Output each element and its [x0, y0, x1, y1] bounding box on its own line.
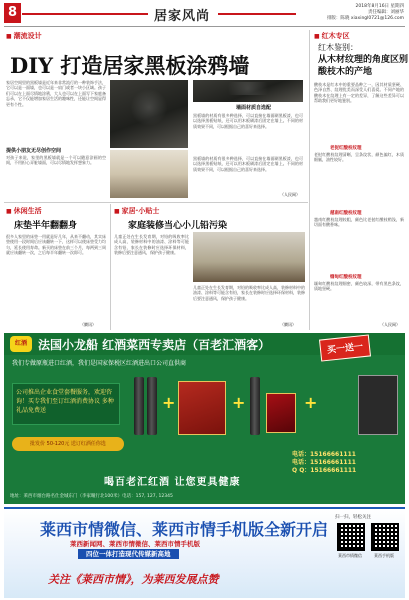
- section-label-trend: ■ 潮流设计: [6, 31, 42, 41]
- qr-code-1[interactable]: [337, 523, 365, 551]
- wine-glass: [266, 393, 296, 433]
- caption-material: 墙面材质自选配: [236, 105, 272, 111]
- header-divider: [4, 26, 405, 27]
- ad-cta: 批发价 50-120元 送订红酒任你选: [12, 437, 124, 451]
- article-body-hongmu: 酸枝木是红木中的重要品种之一，因其材质坚硬、色泽自然、纹理优美而深受人们喜爱。不同产地的酸枝木在纹理上有一定的差异，了解这些差异可以帮助我们更好地鉴别。: [314, 82, 404, 104]
- banner-tagline: 四位一体打造现代传媒新高地: [78, 549, 179, 559]
- blackboard-photo-2: [110, 150, 188, 198]
- bottom-banner: [4, 507, 405, 598]
- article-body-material: 黑板墙的材质有很多种选择，可以直接在墙面刷黑板漆，也可以选择黑板贴纸，还可以用木板刷漆后固定在墙上。不同的材质效果不同，可以根据自己的喜好来选择。: [193, 113, 303, 129]
- banner-scan-label: 扫一扫，轻松关注: [335, 515, 371, 520]
- ad-phone-numbers: 电话：15166661111 电话：15166661111 Q Q：15166661111: [292, 451, 357, 474]
- ad-address: 地址：莱西市烟台路名仕金城东门（李家疃行北100米）电话：157, 127, 12345: [10, 494, 173, 499]
- plus-icon: +: [304, 393, 318, 412]
- plus-icon: +: [162, 393, 176, 412]
- ad-subtitle: 我们专做原瓶进口红酒，我们是国家保税区红酒进出口公司直供商: [12, 360, 187, 367]
- wine-advertisement: [4, 333, 405, 504]
- banner-title: 莱西市情微信、莱西市情手机版全新开启: [40, 520, 329, 539]
- ad-brand-badge: 红酒: [10, 336, 32, 352]
- qr-caption-2: 莱西手机版: [374, 553, 394, 558]
- gift-box: [178, 381, 226, 435]
- credit-lead: （腾讯）: [280, 322, 296, 327]
- section-label-hongmu: ■ 红木专区: [314, 31, 350, 41]
- header-rule-right: [218, 13, 296, 15]
- column-divider-2: [110, 204, 111, 330]
- banner-footer: 关注《莱西市情》，为莱西发展点赞: [48, 573, 219, 586]
- header-rule-left: [22, 13, 148, 15]
- article-body-lead: 儿童正处在生长发育期，对铅的吸收率比成人高，装修材料中的油漆、涂料等可能含有铅，家长在装修时应选择环保材料，装修后要注意通风，保护孩子健康。: [114, 234, 189, 256]
- blackboard-photo-3: [193, 80, 303, 102]
- article-body-blackboard: 家居空间里的黑板墙是近年来非常流行的一种装饰手法，它可以是一面墙，也可以是一扇门或者一块小区域。孩子们可以在上面尽情地涂鸦，大人也可以在上面写下家庭备忘录，它不仅能增加家居生活的趣味性，还能让空间显得更有个性。: [6, 80, 106, 107]
- article-headline-mattress: 床垫半年翻翻身: [14, 221, 78, 231]
- caption-kids-space: 提供小朋友无尽创作空间: [6, 148, 62, 154]
- page-number: 8: [4, 3, 21, 23]
- plus-icon: +: [232, 393, 246, 412]
- article-body-kids: 对孩子来说，家里的黑板墙就是一个可以随意涂画的空间，不用担心弄脏墙面，可以尽情地发挥想象力。: [6, 155, 106, 166]
- section-title: 居家风尚: [154, 9, 211, 24]
- header-meta: 2018年8月16日 星期四 责任编辑：刘丽华 排版：陈晓 xiaxingl0721@126.com: [326, 4, 404, 21]
- article-body-material-2: 黑板墙的材质有很多种选择，可以直接在墙面刷黑板漆，也可以选择黑板贴纸，还可以用木板刷漆后固定在墙上。不同的材质效果不同，可以根据自己的喜好来选择。: [193, 156, 303, 172]
- page-header: [0, 0, 409, 28]
- article-kicker-hongmu: 红木鉴别：: [318, 43, 358, 52]
- article-headline-lead: 家庭装修当心小儿铅污染: [128, 221, 228, 231]
- ad-promo-text: 公司推出企业食堂套餐服务，欢迎咨询！买专我们至订红酒消费协议 多种礼品免费送: [16, 389, 114, 414]
- section-label-tips: ■ 家居·小贴士: [114, 206, 159, 216]
- article-headline-hongmu: 从木材纹理的角度区别酸枝木的产地: [318, 55, 409, 77]
- credit-left-top: （人民网）: [280, 192, 300, 197]
- article-headline-blackboard: DIY 打造居家黑板涂鸦墙: [10, 53, 250, 78]
- subhead-vietnam: 越南红酸枝纹理: [330, 211, 362, 216]
- article-body-myanmar: 缅甸红酸枝纹理细密，颜色较深，带有黑色条纹，质地坚硬。: [314, 281, 404, 292]
- article-body-vietnam: 越南红酸枝纹理较粗，颜色比老挝红酸枝稍浅，新切面有酸香味。: [314, 217, 404, 228]
- column-divider: [309, 30, 310, 330]
- qr-code-2[interactable]: [371, 523, 399, 551]
- row-divider: [4, 202, 308, 203]
- ad-promo-stamp: 买一送一: [319, 334, 371, 361]
- article-body-lead-2: 儿童正处在生长发育期，对铅的吸收率比成人高，装修材料中的油漆、涂料等可能含有铅，家长在装修时应选择环保材料，装修后要注意通风，保护孩子健康。: [193, 285, 305, 301]
- wine-bottle-1: [134, 377, 144, 435]
- article-body-laos: 老挝红酸枝纹理清晰，呈条纹状，颜色偏红，木质细腻，油性较好。: [314, 152, 404, 163]
- subhead-myanmar: 缅甸红酸枝纹理: [330, 275, 362, 280]
- wine-bottle-2: [147, 377, 157, 435]
- wine-bottle-3: [250, 377, 260, 435]
- wine-cabinet: [358, 375, 398, 435]
- article-body-mattress: 很多人家里的床垫一用就是好几年，从来不翻动，其实床垫使用一段时间后应该翻转一下，这样可以使床垫受力均匀，延长使用寿命。新买的床垫在前三个月，每两到三周就应该翻转一次，之后每半年翻转一次即可。: [6, 234, 106, 256]
- subhead-laos: 老挝红酸枝纹理: [330, 146, 362, 151]
- kids-room-photo: [193, 232, 305, 282]
- credit-right: （人民网）: [380, 322, 400, 327]
- section-label-leisure: ■ 休闲生活: [6, 206, 42, 216]
- ad-title: 法国小龙船 红酒菜西专卖店（百老汇酒客）: [38, 338, 271, 352]
- qr-caption-1: 莱西市情微信: [338, 553, 362, 558]
- blackboard-photo-1: [110, 80, 188, 148]
- banner-subtitle: 莱西新闻网、莱西市情微信、莱西市情手机版: [70, 540, 200, 548]
- ad-slogan: 喝百老汇红酒 让您更具健康: [104, 477, 241, 488]
- credit-mattress: （腾讯）: [80, 322, 96, 327]
